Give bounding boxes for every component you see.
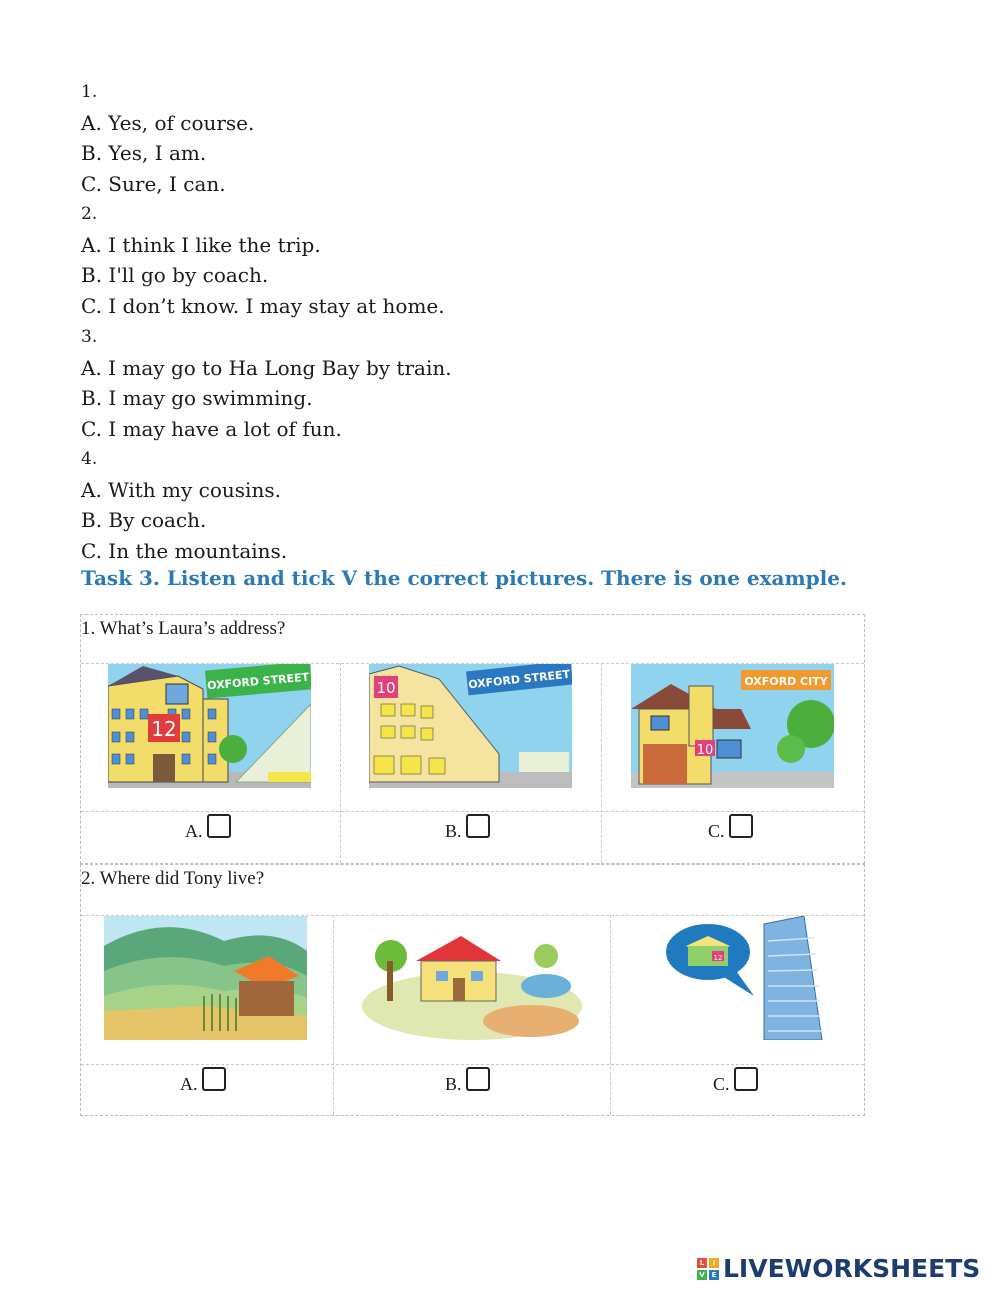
house-number: 10	[376, 679, 396, 697]
picture-b	[369, 664, 572, 788]
city-sign: OXFORD CITY	[744, 675, 828, 688]
option-label: A.	[185, 821, 203, 841]
question-3	[81, 322, 781, 444]
option-label: C.	[713, 1074, 730, 1094]
option-c: C. I don’t know. I may stay at home.	[81, 293, 445, 318]
logo-block: I	[709, 1258, 719, 1268]
option-b: B. I'll go by coach.	[81, 263, 269, 287]
option-label: C.	[708, 821, 725, 841]
checkbox[interactable]	[466, 814, 490, 838]
option-a: A. I think I like the trip.	[81, 232, 321, 257]
task3-item-2	[80, 864, 865, 1116]
option-a: A. I may go to Ha Long Bay by train.	[81, 355, 452, 380]
question-number: 4.	[81, 449, 98, 469]
option-label: B.	[445, 821, 462, 841]
logo-mark-icon	[697, 1258, 719, 1280]
option-c: C. Sure, I can.	[81, 171, 226, 196]
option-a-checkbox[interactable]	[180, 1067, 226, 1095]
question-1	[81, 77, 781, 199]
picture-a	[108, 664, 311, 788]
question-number: 2.	[81, 204, 98, 224]
checkbox[interactable]	[729, 814, 753, 838]
logo-text: LIVEWORKSHEETS	[723, 1254, 981, 1283]
option-a: A. Yes, of course.	[81, 110, 255, 135]
logo-block: L	[697, 1258, 707, 1268]
checkbox[interactable]	[734, 1067, 758, 1091]
checkbox[interactable]	[202, 1067, 226, 1091]
question-number: 3.	[81, 327, 98, 347]
task3-title: Task 3. Listen and tick V the correct pictures. There is one example.	[81, 566, 847, 590]
logo-block: V	[697, 1270, 707, 1280]
logo-block: E	[709, 1270, 719, 1280]
street-sign: OXFORD STREET	[206, 670, 310, 693]
option-c-checkbox[interactable]	[713, 1067, 758, 1095]
street-sign: OXFORD STREET	[467, 667, 571, 692]
picture-b	[361, 916, 583, 1040]
option-b-checkbox[interactable]	[445, 1067, 490, 1095]
picture-c	[664, 916, 834, 1040]
option-label: B.	[445, 1074, 462, 1094]
question-4	[81, 444, 781, 566]
checkbox[interactable]	[207, 814, 231, 838]
option-c-checkbox[interactable]	[708, 814, 753, 842]
task3-item-1	[80, 614, 865, 864]
option-b: B. Yes, I am.	[81, 141, 207, 165]
item-question: 2. Where did Tony live?	[81, 868, 265, 889]
picture-a	[104, 916, 307, 1040]
item-question: 1. What’s Laura’s address?	[81, 618, 286, 639]
option-c: C. In the mountains.	[81, 538, 288, 563]
picture-c	[631, 664, 834, 788]
option-c: C. I may have a lot of fun.	[81, 416, 342, 441]
flat-number: 12	[713, 954, 723, 962]
house-number: 10	[696, 743, 714, 758]
option-b: B. I may go swimming.	[81, 386, 313, 410]
liveworksheets-logo	[697, 1254, 980, 1283]
question-2	[81, 199, 781, 321]
option-a: A. With my cousins.	[81, 477, 281, 502]
option-label: A.	[180, 1074, 198, 1094]
option-b: B. By coach.	[81, 508, 207, 532]
house-number: 12	[151, 717, 177, 741]
question-number: 1.	[81, 82, 98, 102]
option-b-checkbox[interactable]	[445, 814, 490, 842]
checkbox[interactable]	[466, 1067, 490, 1091]
option-a-checkbox[interactable]	[185, 814, 231, 842]
